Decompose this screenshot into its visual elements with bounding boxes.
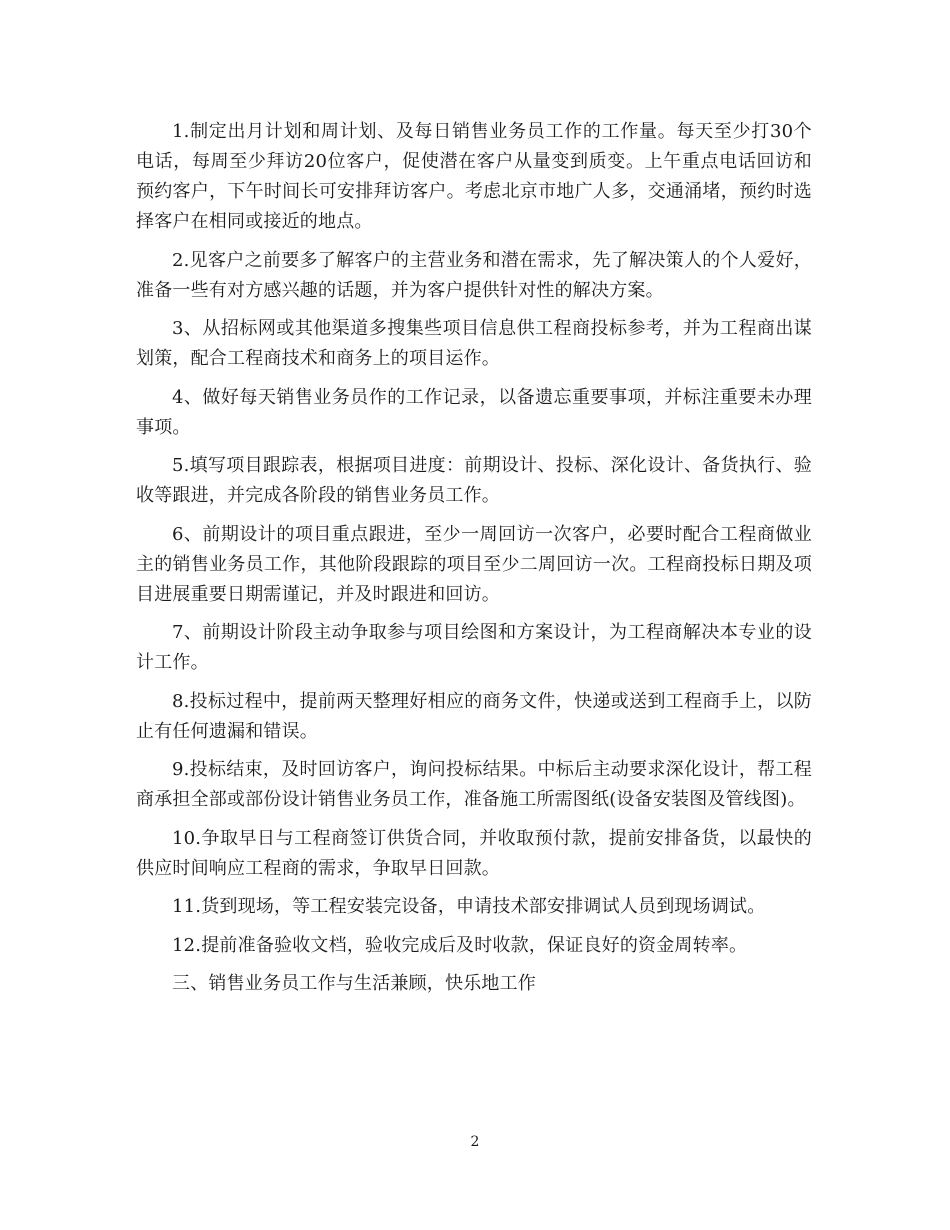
paragraph: 1.制定出月计划和周计划、及每日销售业务员工作的工作量。每天至少打30个电话，每周至少拜访20位客户，促使潜在客户从量变到质变。上午重点电话回访和预约客户，下午时间长可安排拜访客户。考虑北京市地广人多，交通涌堵，预约时选择客户在相同或接近的地点。 — [136, 121, 812, 232]
paragraph: 12.提前准备验收文档，验收完成后及时收款，保证良好的资金周转率。 — [172, 934, 748, 956]
page-number: 2 — [470, 1134, 480, 1150]
paragraph: 11.货到现场，等工程安装完设备，申请技术部安排调试人员到现场调试。 — [172, 896, 766, 917]
paragraph: 3、从招标网或其他渠道多搜集些项目信息供工程商投标参考，并为工程商出谋划策，配合工程商技术和商务上的项目运作。 — [136, 318, 812, 369]
paragraph: 5.填写项目跟踪表，根据项目进度：前期设计、投标、深化设计、备货执行、验收等跟进，并完成各阶段的销售业务员工作。 — [136, 455, 812, 506]
paragraph: 6、前期设计的项目重点跟进，至少一周回访一次客户，必要时配合工程商做业主的销售业务员工作，其他阶段跟踪的项目至少二周回访一次。工程商投标日期及项目进展重要日期需谨记，并及时跟进和回访。 — [136, 523, 812, 605]
paragraph: 4、做好每天销售业务员作的工作记录，以备遗忘重要事项，并标注重要未办理事项。 — [136, 386, 812, 438]
paragraph: 7、前期设计阶段主动争取参与项目绘图和方案设计，为工程商解决本专业的设计工作。 — [136, 622, 812, 673]
document-body — [136, 117, 812, 1008]
paragraph: 8.投标过程中，提前两天整理好相应的商务文件，快递或送到工程商手上，以防止有任何遗漏和错误。 — [136, 690, 812, 742]
paragraph: 10.争取早日与工程商签订供货合同，并收取预付款，提前安排备货，以最快的供应时间响应工程商的需求，争取早日回款。 — [136, 827, 812, 879]
paragraph: 9.投标结束，及时回访客户，询问投标结果。中标后主动要求深化设计，帮工程商承担全部或部份设计销售业务员工作，准备施工所需图纸(设备安装图及管线图)。 — [136, 759, 812, 810]
section-heading: 三、销售业务员工作与生活兼顾，快乐地工作 — [172, 973, 536, 994]
paragraph: 2.见客户之前要多了解客户的主营业务和潜在需求，先了解决策人的个人爱好，准备一些有对方感兴趣的话题，并为客户提供针对性的解决方案。 — [136, 249, 812, 301]
